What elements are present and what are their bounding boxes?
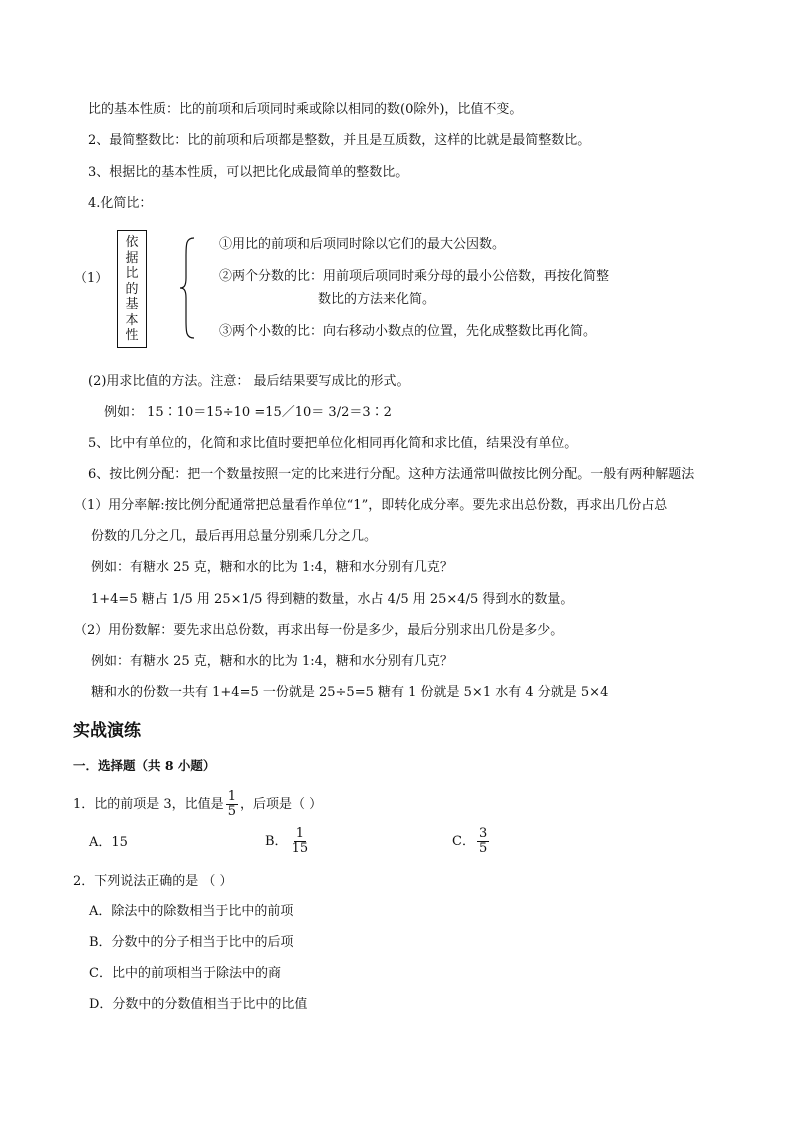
q2-option-b[interactable]: B．分数中的分子相当于比中的后项	[89, 935, 294, 950]
q1-option-c[interactable]	[452, 826, 491, 858]
example-sugar-1: 例如：有糖水 25 克，糖和水的比为 1:4，糖和水分别有几克？	[91, 560, 453, 575]
box-char: 据	[125, 250, 139, 266]
box-char: 的	[125, 281, 139, 297]
q1-option-c-fraction	[477, 827, 489, 856]
rule-2: ②两个分数的比：用前项后项同时乘分母的最小公倍数，再按化简整	[219, 269, 610, 284]
simplest-ratio-text: 2、最简整数比：比的前项和后项都是整数，并且是互质数，这样的比就是最简整数比。	[88, 133, 591, 148]
q2-option-a[interactable]: A．除法中的除数相当于比中的前项	[89, 904, 294, 919]
q1-frac-num: 1	[227, 789, 236, 804]
q1-option-c-den: 5	[478, 841, 488, 856]
q1-option-b-label: B．	[265, 834, 288, 849]
q1-frac-den: 5	[227, 804, 236, 819]
example-sugar-1-solution: 1+4=5 糖占 1/5 用 25×1/5 得到糖的数量，水占 4/5 用 25×4/5 得到水的数量。	[91, 592, 574, 607]
curly-brace	[178, 236, 196, 340]
box-char: 依	[125, 235, 139, 250]
q1-option-b-den: 15	[291, 841, 309, 856]
box-char: 本	[125, 312, 139, 328]
q2-option-d[interactable]: D．分数中的分数值相当于比中的比值	[89, 997, 308, 1012]
q1-suffix: ，后项是（ ）	[239, 797, 323, 812]
box-char: 基	[125, 297, 139, 312]
basis-box	[117, 230, 147, 348]
box-char: 比	[125, 266, 139, 281]
unit-rule-text: 5、比中有单位的，化简和求比值时要把单位化相同再化简和求比值，结果没有单位。	[88, 436, 578, 451]
question-1	[73, 789, 322, 821]
rule-1: ①用比的前项和后项同时除以它们的最大公因数。	[219, 237, 506, 252]
q1-option-b[interactable]	[265, 826, 312, 858]
q1-option-c-label: C．	[452, 834, 475, 849]
parts-method-text: （2）用份数解：要先求出总份数，再求出每一份是多少，最后分别求出几份是多少。	[74, 623, 564, 638]
example-sugar-2-solution: 糖和水的份数一共有 1+4=5 一份就是 25÷5=5 糖有 1 份就是 5×1 水有 4 分就是 5×4	[91, 685, 609, 700]
method-2-text: (2)用求比值的方法。注意： 最后结果要写成比的形式。	[88, 374, 410, 389]
section-title: 实战演练	[73, 721, 141, 741]
q1-option-c-num: 3	[478, 826, 488, 841]
q1-fraction	[226, 790, 238, 819]
simplify-by-property-text: 3、根据比的基本性质，可以把比化成最简单的整数比。	[88, 165, 409, 180]
fraction-method-text: （1）用分率解:按比例分配通常把总量看作单位“1”，即转化成分率。要先求出总份数，再求出几份占总	[74, 498, 668, 513]
q1-option-b-fraction	[290, 827, 311, 856]
rule-2-cont: 数比的方法来化简。	[318, 292, 436, 307]
proportional-distribution-text: 6、按比例分配：把一个数量按照一定的比来进行分配。这种方法通常叫做按比例分配。一般有两种解题法	[88, 467, 695, 482]
question-2: 2．下列说法正确的是 （ ）	[73, 874, 233, 889]
fraction-method-cont: 份数的几分之几，最后再用总量分别乘几分之几。	[91, 529, 378, 544]
q1-option-a[interactable]: A．15	[89, 835, 128, 850]
subsection-title: 一．选择题（共 8 小题）	[73, 758, 216, 773]
q1-option-b-num: 1	[295, 826, 304, 841]
box-char: 性	[125, 328, 139, 343]
q2-option-c[interactable]: C．比中的前项相当于除法中的商	[89, 966, 281, 981]
method-1-label: （1）	[74, 271, 109, 286]
rule-3: ③两个小数的比：向右移动小数点的位置，先化成整数比再化简。	[219, 324, 597, 339]
example-ratio: 例如： 15∶10＝15÷10 =15／10＝ 3/2＝3∶2	[104, 405, 392, 420]
property-text: 比的基本性质：比的前项和后项同时乘或除以相同的数(0除外)，比值不变。	[88, 102, 523, 117]
q1-prefix: 1．比的前项是 3，比值是	[73, 797, 224, 812]
example-sugar-2: 例如：有糖水 25 克，糖和水的比为 1:4，糖和水分别有几克？	[91, 654, 453, 669]
simplify-heading: 4.化简比：	[88, 196, 153, 211]
